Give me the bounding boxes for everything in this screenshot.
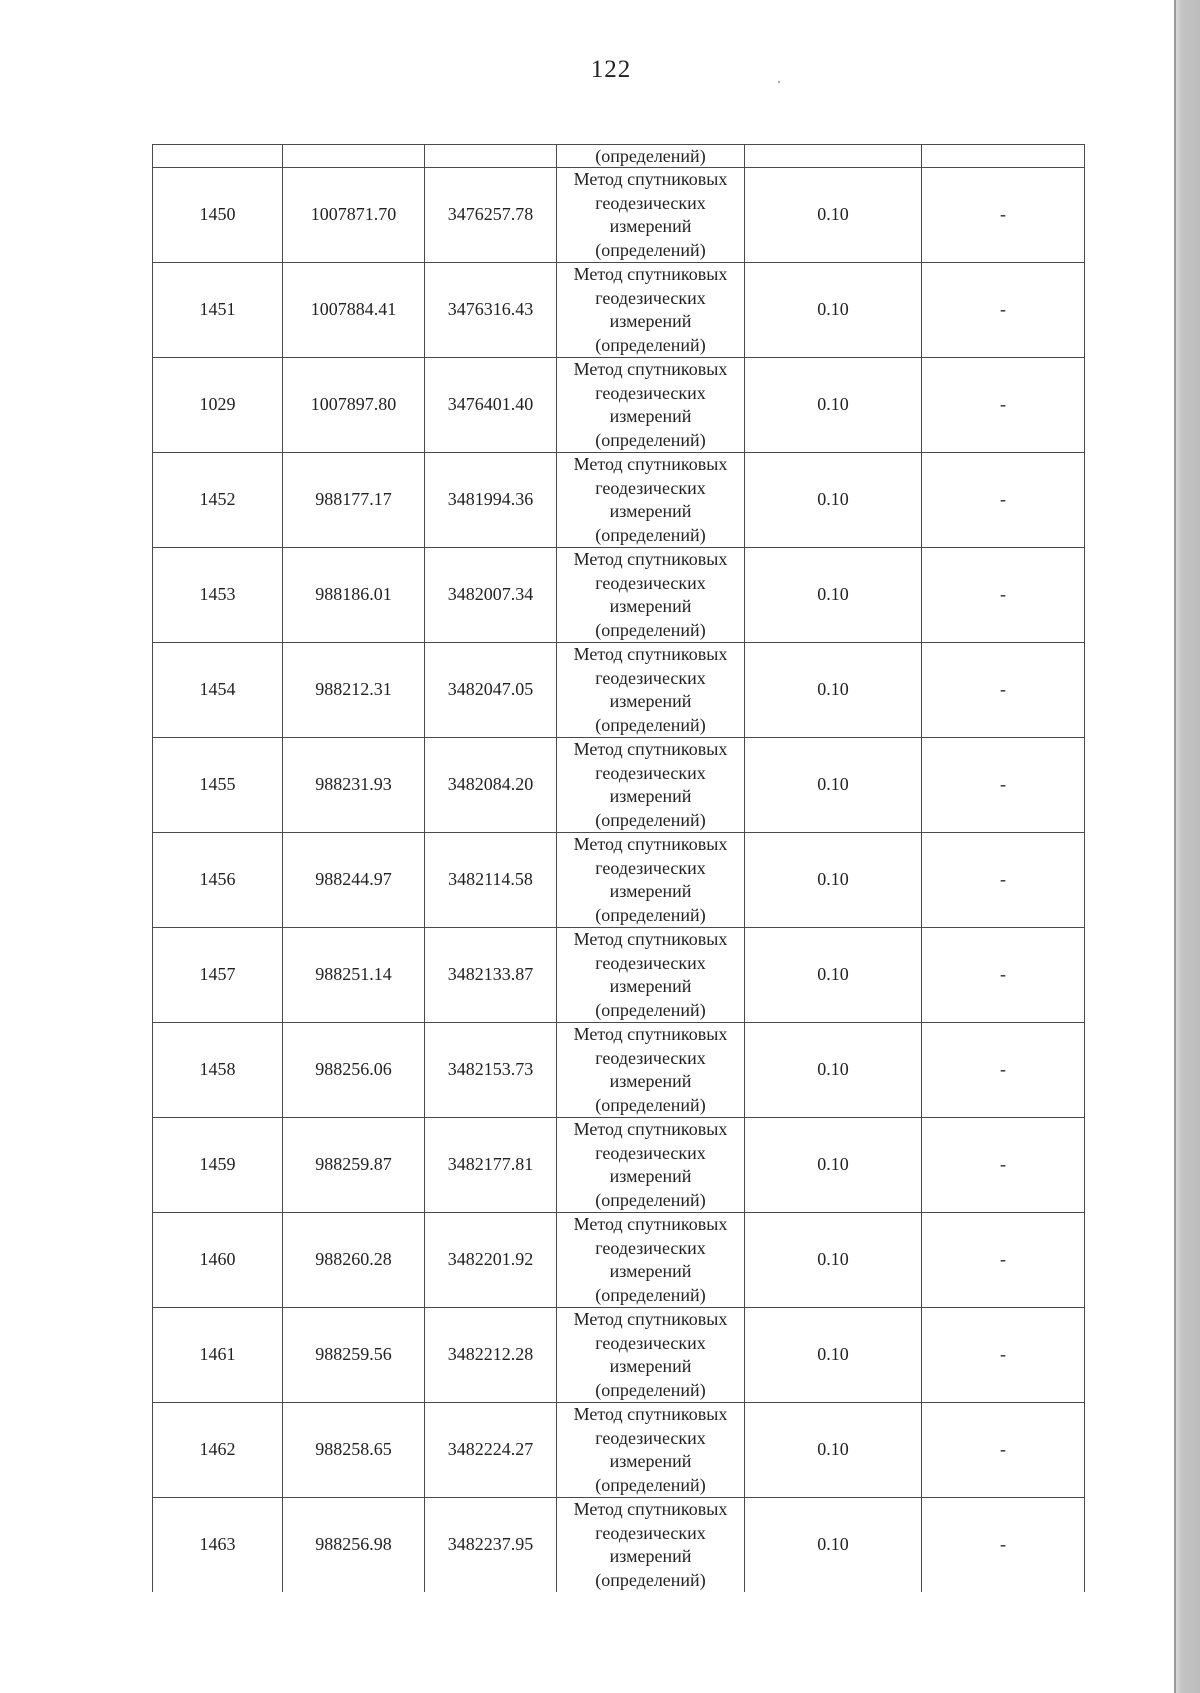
point-cell: 1461 (153, 1308, 283, 1403)
note-cell: - (922, 833, 1085, 928)
method-line: геодезических (595, 667, 706, 688)
method-line: Метод спутниковых (573, 1404, 728, 1424)
method-line: (определений) (595, 809, 706, 830)
point-cell: 1454 (153, 643, 283, 738)
method-line: геодезических (595, 382, 706, 403)
point-cell: 1458 (153, 1023, 283, 1118)
method-cell (557, 928, 745, 1023)
method-line: Метод спутниковых (573, 359, 728, 379)
method-cell (557, 453, 745, 548)
note-cell: - (922, 453, 1085, 548)
method-line: измерений (609, 786, 692, 806)
scan-edge-line (1174, 0, 1176, 1693)
method-line: (определений) (595, 524, 706, 545)
table-row (153, 928, 1085, 1023)
method-line: измерений (609, 1261, 692, 1281)
y-cell: 3482224.27 (425, 1403, 557, 1498)
x-cell: 988260.28 (283, 1213, 425, 1308)
method-cell (557, 1213, 745, 1308)
method-line: Метод спутниковых (573, 454, 728, 474)
point-cell: 1462 (153, 1403, 283, 1498)
method-line: Метод спутниковых (573, 1024, 728, 1044)
accuracy-cell: 0.10 (745, 643, 922, 738)
accuracy-cell: 0.10 (745, 738, 922, 833)
table-row (153, 548, 1085, 643)
method-cell (557, 168, 745, 263)
method-line: (определений) (595, 619, 706, 640)
method-line: геодезических (595, 1142, 706, 1163)
y-cell: 3482177.81 (425, 1118, 557, 1213)
table-row (153, 358, 1085, 453)
method-line: геодезических (595, 287, 706, 308)
method-line: геодезических (595, 1237, 706, 1258)
method-cell (557, 643, 745, 738)
x-cell: 988259.56 (283, 1308, 425, 1403)
method-cell (557, 263, 745, 358)
table-row (153, 453, 1085, 548)
y-cell (425, 145, 557, 168)
y-cell: 3481994.36 (425, 453, 557, 548)
y-cell: 3482047.05 (425, 643, 557, 738)
method-line: геодезических (595, 192, 706, 213)
point-cell (153, 145, 283, 168)
accuracy-cell: 0.10 (745, 1308, 922, 1403)
x-cell: 988258.65 (283, 1403, 425, 1498)
scan-page-edge (1176, 0, 1200, 1693)
method-line: Метод спутниковых (573, 1499, 728, 1519)
method-line: измерений (609, 1451, 692, 1471)
x-cell: 988212.31 (283, 643, 425, 738)
method-line: (определений) (595, 714, 706, 735)
accuracy-cell: 0.10 (745, 1213, 922, 1308)
method-line: измерений (609, 1546, 692, 1566)
method-line: (определений) (595, 1094, 706, 1115)
method-line: Метод спутниковых (573, 644, 728, 664)
method-line: (определений) (595, 1379, 706, 1400)
x-cell: 988256.06 (283, 1023, 425, 1118)
method-line: Метод спутниковых (573, 739, 728, 759)
method-line: (определений) (595, 1569, 706, 1590)
table-row (153, 263, 1085, 358)
method-line: измерений (609, 596, 692, 616)
method-line: (определений) (595, 1284, 706, 1305)
note-cell: - (922, 263, 1085, 358)
x-cell: 988186.01 (283, 548, 425, 643)
note-cell: - (922, 738, 1085, 833)
x-cell: 1007871.70 (283, 168, 425, 263)
accuracy-cell (745, 145, 922, 168)
x-cell: 988251.14 (283, 928, 425, 1023)
x-cell: 988231.93 (283, 738, 425, 833)
page-number: 122 (590, 56, 632, 83)
method-line: геодезических (595, 762, 706, 783)
method-line: Метод спутниковых (573, 549, 728, 569)
accuracy-cell: 0.10 (745, 548, 922, 643)
x-cell: 988256.98 (283, 1498, 425, 1593)
method-cell (557, 1403, 745, 1498)
method-line: геодезических (595, 1332, 706, 1353)
method-line: Метод спутниковых (573, 834, 728, 854)
method-line: (определений) (595, 1474, 706, 1495)
y-cell: 3482212.28 (425, 1308, 557, 1403)
method-cell (557, 1023, 745, 1118)
note-cell: - (922, 643, 1085, 738)
method-line: Метод спутниковых (573, 1119, 728, 1139)
y-cell: 3482237.95 (425, 1498, 557, 1593)
continuation-row (153, 145, 1085, 168)
method-cell (557, 358, 745, 453)
method-line: измерений (609, 1166, 692, 1186)
note-cell: - (922, 1498, 1085, 1593)
point-cell: 1029 (153, 358, 283, 453)
y-cell: 3482133.87 (425, 928, 557, 1023)
method-cell: (определений) (557, 145, 745, 168)
point-cell: 1459 (153, 1118, 283, 1213)
y-cell: 3482084.20 (425, 738, 557, 833)
x-cell (283, 145, 425, 168)
accuracy-cell: 0.10 (745, 928, 922, 1023)
method-line: (определений) (595, 429, 706, 450)
x-cell: 988177.17 (283, 453, 425, 548)
point-cell: 1457 (153, 928, 283, 1023)
accuracy-cell: 0.10 (745, 1118, 922, 1213)
note-cell: - (922, 1403, 1085, 1498)
table-row (153, 1023, 1085, 1118)
y-cell: 3482153.73 (425, 1023, 557, 1118)
method-line: геодезических (595, 572, 706, 593)
table-row (153, 168, 1085, 263)
x-cell: 1007884.41 (283, 263, 425, 358)
accuracy-cell: 0.10 (745, 1498, 922, 1593)
method-line: измерений (609, 406, 692, 426)
accuracy-cell: 0.10 (745, 453, 922, 548)
note-cell: - (922, 1213, 1085, 1308)
table-row (153, 1213, 1085, 1308)
method-line: измерений (609, 691, 692, 711)
method-cell (557, 1118, 745, 1213)
point-cell: 1456 (153, 833, 283, 928)
method-line: (определений) (595, 1189, 706, 1210)
coordinates-table-body (153, 145, 1085, 1593)
y-cell: 3482114.58 (425, 833, 557, 928)
method-line: (определений) (595, 239, 706, 260)
method-line: геодезических (595, 952, 706, 973)
x-cell: 988244.97 (283, 833, 425, 928)
point-cell: 1460 (153, 1213, 283, 1308)
table-row (153, 1403, 1085, 1498)
point-cell: 1452 (153, 453, 283, 548)
method-line: измерений (609, 501, 692, 521)
accuracy-cell: 0.10 (745, 833, 922, 928)
method-line: Метод спутниковых (573, 169, 728, 189)
method-line: геодезических (595, 1047, 706, 1068)
point-cell: 1463 (153, 1498, 283, 1593)
method-line: геодезических (595, 857, 706, 878)
method-line: Метод спутниковых (573, 264, 728, 284)
method-line: (определений) (595, 334, 706, 355)
note-cell: - (922, 168, 1085, 263)
method-line: Метод спутниковых (573, 929, 728, 949)
method-line: геодезических (595, 477, 706, 498)
table-row (153, 643, 1085, 738)
table-row (153, 1308, 1085, 1403)
method-line: геодезических (595, 1427, 706, 1448)
accuracy-cell: 0.10 (745, 263, 922, 358)
point-cell: 1451 (153, 263, 283, 358)
method-line: измерений (609, 311, 692, 331)
method-line: Метод спутниковых (573, 1309, 728, 1329)
method-cell (557, 833, 745, 928)
accuracy-cell: 0.10 (745, 168, 922, 263)
y-cell: 3476257.78 (425, 168, 557, 263)
method-line: измерений (609, 881, 692, 901)
y-cell: 3482201.92 (425, 1213, 557, 1308)
method-cell (557, 738, 745, 833)
method-cell (557, 1498, 745, 1593)
y-cell: 3476316.43 (425, 263, 557, 358)
method-line: измерений (609, 1071, 692, 1091)
table-row (153, 1118, 1085, 1213)
table-row (153, 1498, 1085, 1593)
note-cell: - (922, 928, 1085, 1023)
point-cell: 1453 (153, 548, 283, 643)
x-cell: 988259.87 (283, 1118, 425, 1213)
note-cell (922, 145, 1085, 168)
method-line: (определений) (595, 999, 706, 1020)
y-cell: 3476401.40 (425, 358, 557, 453)
accuracy-cell: 0.10 (745, 1023, 922, 1118)
note-cell: - (922, 1308, 1085, 1403)
method-line: измерений (609, 976, 692, 996)
method-line: (определений) (595, 904, 706, 925)
point-cell: 1455 (153, 738, 283, 833)
x-cell: 1007897.80 (283, 358, 425, 453)
scan-speck (778, 81, 780, 83)
table-row (153, 738, 1085, 833)
method-line: Метод спутниковых (573, 1214, 728, 1234)
note-cell: - (922, 1118, 1085, 1213)
y-cell: 3482007.34 (425, 548, 557, 643)
point-cell: 1450 (153, 168, 283, 263)
note-cell: - (922, 358, 1085, 453)
table-row (153, 833, 1085, 928)
method-line: геодезических (595, 1522, 706, 1543)
method-cell (557, 548, 745, 643)
accuracy-cell: 0.10 (745, 1403, 922, 1498)
note-cell: - (922, 1023, 1085, 1118)
method-cell (557, 1308, 745, 1403)
note-cell: - (922, 548, 1085, 643)
method-line: измерений (609, 216, 692, 236)
coordinates-table (152, 144, 1085, 1592)
accuracy-cell: 0.10 (745, 358, 922, 453)
method-line: измерений (609, 1356, 692, 1376)
